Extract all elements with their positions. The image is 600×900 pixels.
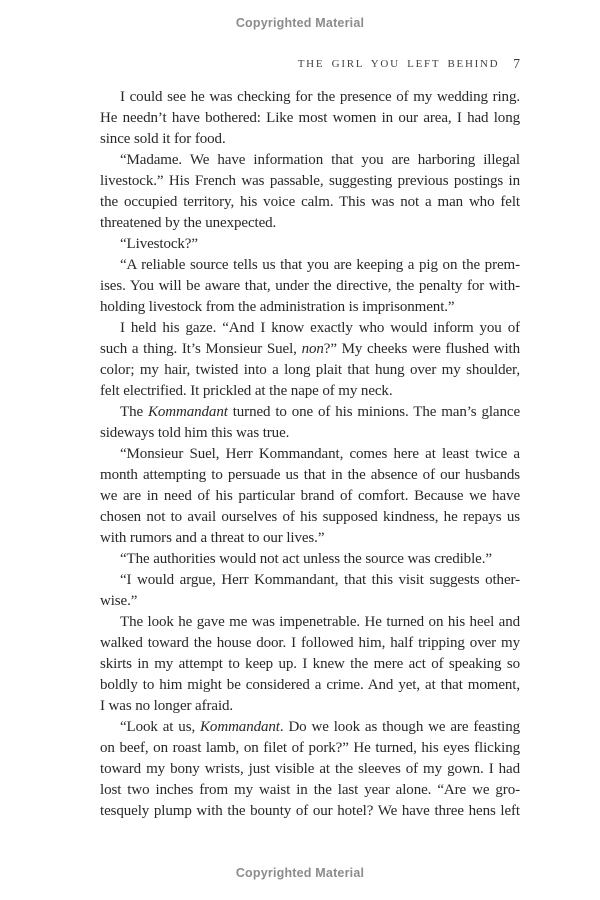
text-line: we are in need of his particular brand of comfort. Because we have [100, 488, 520, 504]
text-line: tesquely plump with the bounty of our hotel? We have three hens left [100, 803, 520, 819]
page-body [100, 87, 520, 822]
text-line: color; my hair, twisted into a long plait that hung over my shoulder, [100, 362, 520, 378]
paragraph [100, 717, 520, 822]
paragraph [100, 150, 520, 234]
text-line: felt electrified. It prickled at the nape of my neck. [100, 383, 393, 399]
text-line: “Look at us, Kommandant. Do we look as though we are feasting [120, 719, 520, 735]
text-line: “Madame. We have information that you are harboring illegal [120, 152, 520, 168]
paragraph [100, 612, 520, 717]
paragraph [100, 234, 520, 255]
paragraph [100, 549, 520, 570]
paragraph [100, 570, 520, 612]
text-line: ises. You will be aware that, under the directive, the penalty for with- [100, 278, 520, 294]
running-header [100, 54, 520, 72]
text-line: toward my bony wrists, just visible at the sleeves of my gown. I had [100, 761, 520, 777]
text-line: livestock.” His French was passable, suggesting previous postings in [100, 173, 520, 189]
text-line: walked toward the house door. I followed him, half tripping over my [100, 635, 520, 651]
text-line: The look he gave me was impenetrable. He turned on his heel and [120, 614, 520, 630]
text-line: boldly to him might be considered a crime. And yet, at that moment, [100, 677, 520, 693]
text-line: I could see he was checking for the presence of my wedding ring. [120, 89, 520, 105]
text-line: “I would argue, Herr Kommandant, that this visit suggests other- [120, 572, 520, 588]
paragraph [100, 87, 520, 150]
copyright-watermark-bottom: Copyrighted Material [235, 866, 365, 880]
text-line: on beef, on roast lamb, on filet of pork?” He turned, his eyes flicking [100, 740, 520, 756]
text-line: since sold it for food. [100, 131, 226, 147]
text-line: sideways told him this was true. [100, 425, 290, 441]
paragraph [100, 255, 520, 318]
running-head-title: THE GIRL YOU LEFT BEHIND [297, 58, 500, 70]
text-line: I held his gaze. “And I know exactly who would inform you of [120, 320, 520, 336]
text-line: holding livestock from the administration is imprisonment.” [100, 299, 455, 315]
text-line: The Kommandant turned to one of his minions. The man’s glance [120, 404, 520, 420]
paragraph [100, 444, 520, 549]
text-line: “A reliable source tells us that you are keeping a pig on the prem- [120, 257, 520, 273]
text-line: the occupied territory, his voice calm. This was not a man who felt [100, 194, 520, 210]
text-line: He needn’t have bothered: Like most women in our area, I had long [100, 110, 520, 126]
text-line: such a thing. It’s Monsieur Suel, non?” My cheeks were flushed with [100, 341, 520, 357]
text-line: skirts in my attempt to keep up. I knew the mere act of speaking so [100, 656, 520, 672]
text-line: “Monsieur Suel, Herr Kommandant, comes here at least twice a [120, 446, 520, 462]
text-line: with rumors and a threat to our lives.” [100, 530, 325, 546]
text-line: month attempting to persuade us that in the absence of our husbands [100, 467, 520, 483]
page-number: 7 [513, 56, 520, 71]
text-line: “Livestock?” [120, 236, 198, 252]
paragraph [100, 402, 520, 444]
text-line: lost two inches from my waist in the last year alone. “Are we gro- [100, 782, 520, 798]
text-line: threatened by the unexpected. [100, 215, 277, 231]
copyright-watermark-top: Copyrighted Material [235, 16, 365, 30]
paragraph [100, 318, 520, 402]
text-line: wise.” [100, 593, 138, 609]
text-line: “The authorities would not act unless the source was credible.” [120, 551, 492, 567]
text-line: chosen not to avail ourselves of his supposed kindness, he repays us [100, 509, 520, 525]
text-line: I was no longer afraid. [100, 698, 234, 714]
